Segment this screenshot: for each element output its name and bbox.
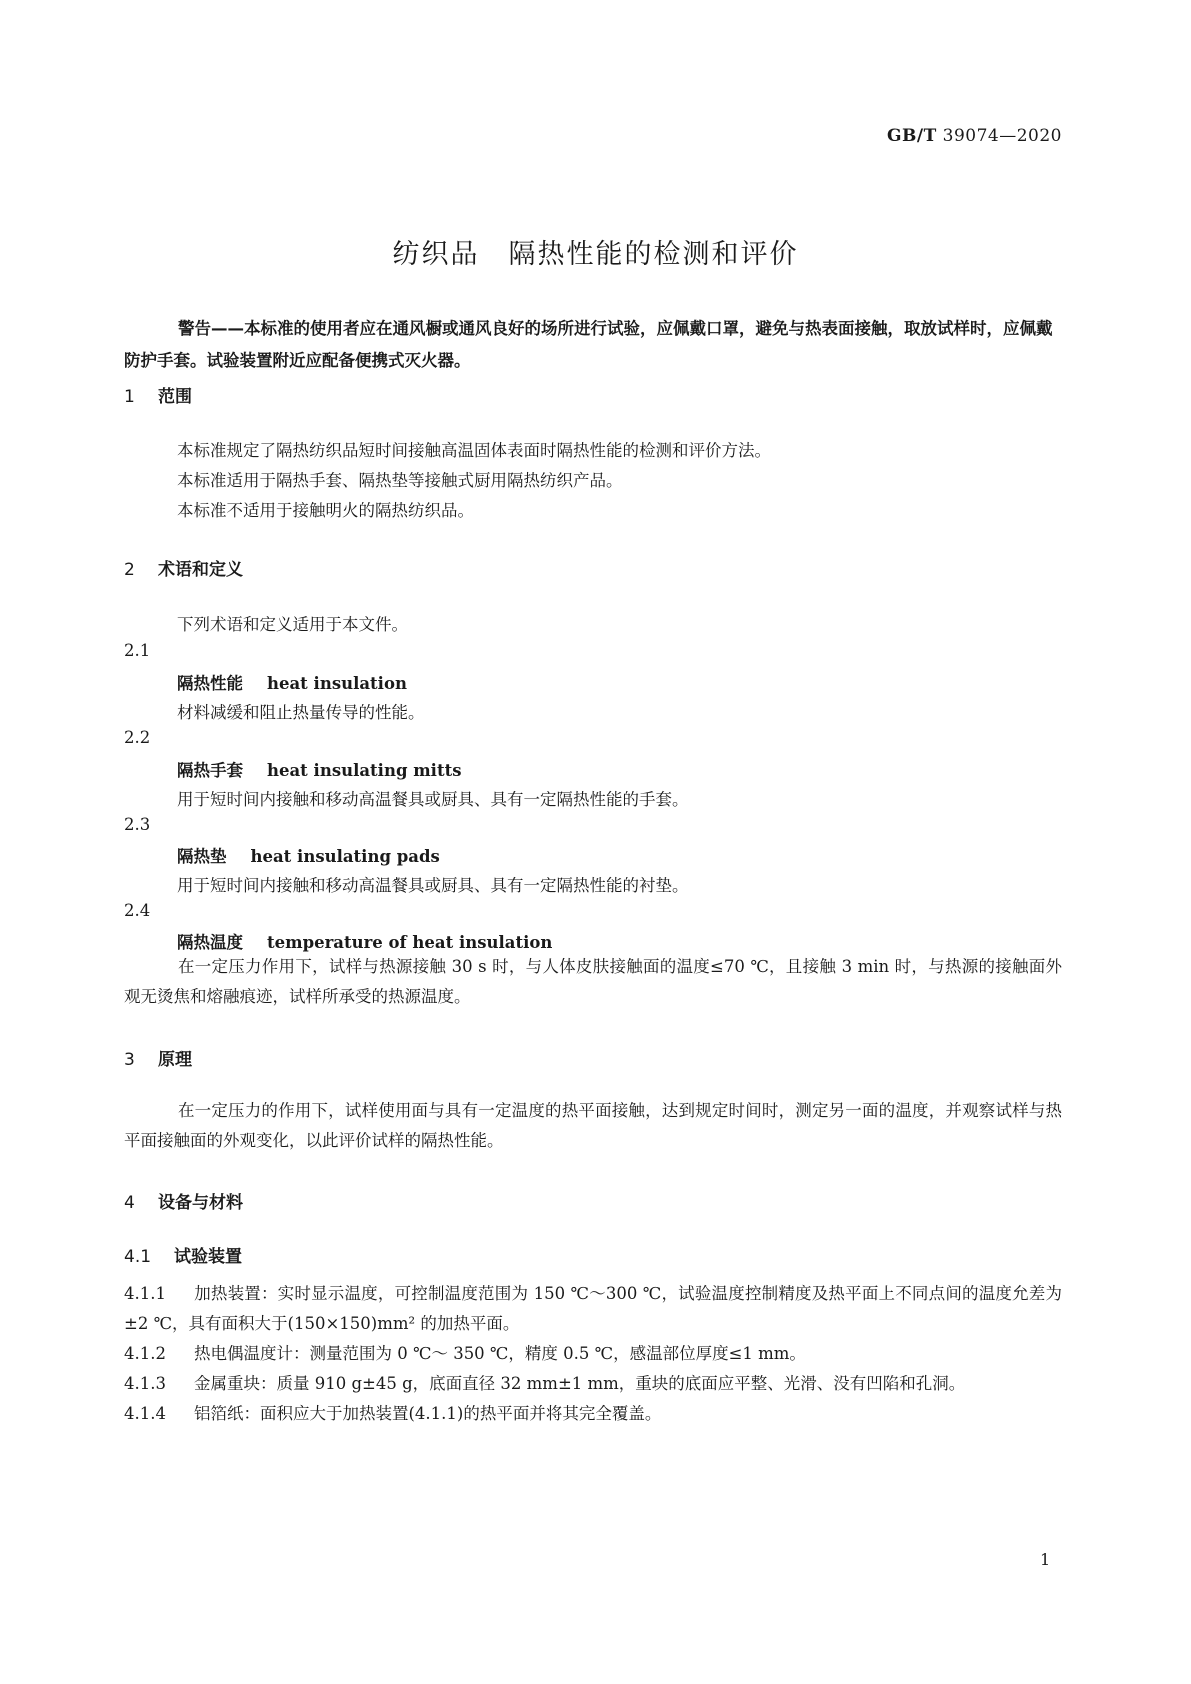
term-definition: 用于短时间内接触和移动高温餐具或厨具、具有一定隔热性能的衬垫。 [177, 876, 689, 895]
section-3-heading [124, 1045, 192, 1070]
term-definition: 用于短时间内接触和移动高温餐具或厨具、具有一定隔热性能的手套。 [177, 790, 689, 809]
standard-prefix: GB/T [887, 126, 937, 146]
item-text: 加热装置：实时显示温度，可控制温度范围为 150 ℃～300 ℃，试验温度控制精度及热平面上不同点间的温度允差为±2 ℃，具有面积大于(150×150)mm² 的加热平面。 [124, 1284, 1062, 1333]
term-definition: 材料减缓和阻止热量传导的性能。 [177, 703, 425, 722]
term-number: 2.1 [124, 641, 151, 660]
term-heading [177, 670, 407, 694]
section-number: 3 [124, 1050, 135, 1070]
section-4-heading [124, 1188, 243, 1213]
equipment-item [124, 1279, 1062, 1339]
subsection-title: 试验装置 [174, 1247, 242, 1267]
equipment-item [124, 1369, 1062, 1399]
section-number: 1 [124, 387, 135, 407]
item-text: 铝箔纸：面积应大于加热装置(4.1.1)的热平面并将其完全覆盖。 [194, 1404, 662, 1423]
term-number: 2.3 [124, 815, 151, 834]
terms-intro: 下列术语和定义适用于本文件。 [177, 615, 408, 634]
term-zh: 隔热手套 [177, 761, 243, 780]
section-title: 设备与材料 [158, 1193, 243, 1213]
term-zh: 隔热温度 [177, 933, 243, 952]
equipment-item [124, 1339, 1062, 1369]
term-heading [177, 929, 552, 953]
term-number: 2.2 [124, 728, 151, 747]
item-text: 热电偶温度计：测量范围为 0 ℃～ 350 ℃，精度 0.5 ℃，感温部位厚度≤1 mm。 [194, 1344, 806, 1363]
term-en: heat insulation [267, 674, 407, 693]
equipment-item [124, 1399, 1062, 1429]
section-1-heading [124, 382, 192, 407]
section-number: 4 [124, 1193, 135, 1213]
scope-line: 本标准不适用于接触明火的隔热纺织品。 [177, 501, 474, 520]
section-title: 原理 [158, 1050, 192, 1070]
standard-code [830, 126, 1062, 146]
term-heading [177, 757, 462, 781]
term-en: heat insulating pads [250, 847, 440, 866]
scope-line: 本标准适用于隔热手套、隔热垫等接触式厨用隔热纺织产品。 [177, 471, 623, 490]
warning-paragraph: 警告——本标准的使用者应在通风橱或通风良好的场所进行试验，应佩戴口罩，避免与热表面接触，取放试样时，应佩戴防护手套。试验装置附近应配备便携式灭火器。 [124, 319, 1053, 370]
term-heading [177, 843, 440, 867]
subsection-4-1-heading [124, 1242, 242, 1267]
section-title: 范围 [158, 387, 192, 407]
section-number: 2 [124, 560, 135, 580]
item-number: 4.1.1 [124, 1284, 166, 1303]
item-number: 4.1.2 [124, 1344, 166, 1363]
scope-line: 本标准规定了隔热纺织品短时间接触高温固体表面时隔热性能的检测和评价方法。 [177, 441, 771, 460]
term-definition: 在一定压力作用下，试样与热源接触 30 s 时，与人体皮肤接触面的温度≤70 ℃，且接触 3 min 时，与热源的接触面外观无烫焦和熔融痕迹，试样所承受的热源温度。 [124, 957, 1062, 1006]
standard-number: 39074—2020 [942, 126, 1062, 146]
section-title: 术语和定义 [158, 560, 243, 580]
principle-paragraph: 在一定压力的作用下，试样使用面与具有一定温度的热平面接触，达到规定时间时，测定另一面的温度，并观察试样与热平面接触面的外观变化，以此评价试样的隔热性能。 [124, 1101, 1062, 1150]
term-number: 2.4 [124, 901, 151, 920]
term-zh: 隔热性能 [177, 674, 243, 693]
item-number: 4.1.4 [124, 1404, 166, 1423]
term-en: temperature of heat insulation [267, 933, 553, 952]
section-2-heading [124, 555, 243, 580]
item-text: 金属重块：质量 910 g±45 g，底面直径 32 mm±1 mm，重块的底面应平整、光滑、没有凹陷和孔洞。 [194, 1374, 966, 1393]
page-number: 1 [1040, 1550, 1051, 1569]
term-zh: 隔热垫 [177, 847, 227, 866]
item-number: 4.1.3 [124, 1374, 166, 1393]
document-title: 纺织品 隔热性能的检测和评价 [392, 239, 799, 270]
subsection-number: 4.1 [124, 1247, 152, 1267]
term-en: heat insulating mitts [267, 761, 462, 780]
